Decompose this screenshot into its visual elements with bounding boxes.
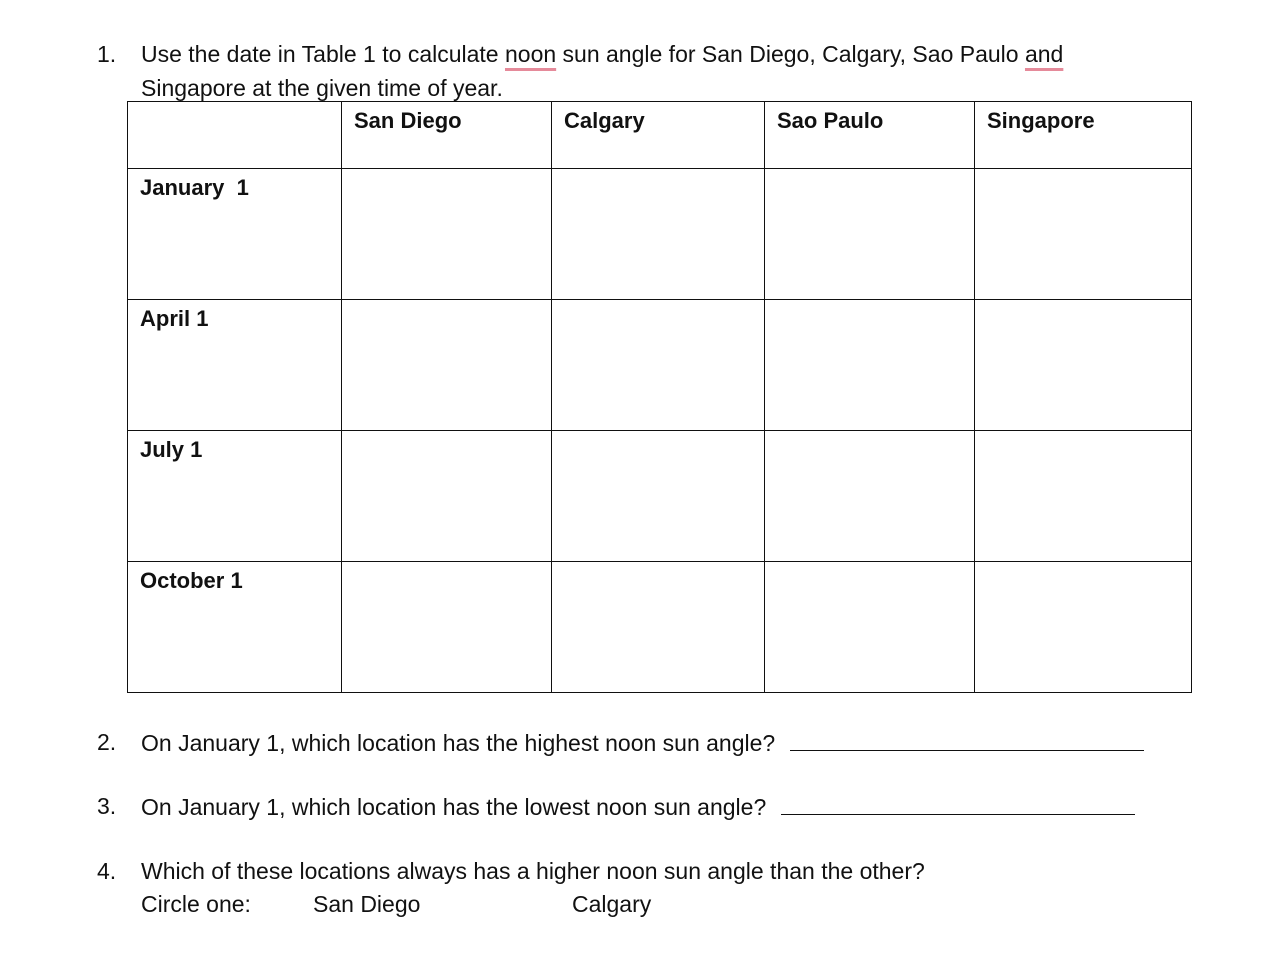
answer-blank-q2[interactable] bbox=[790, 726, 1144, 751]
circle-label: Circle one: bbox=[141, 891, 251, 917]
question-1 bbox=[97, 38, 1197, 102]
spellcheck-word-and: and bbox=[1024, 41, 1064, 67]
question-2-number: 2. bbox=[97, 729, 117, 755]
question-1-number: 1. bbox=[97, 41, 117, 67]
spellcheck-word-noon: noon bbox=[504, 41, 557, 67]
answer-cell[interactable] bbox=[552, 300, 765, 431]
row-label: October 1 bbox=[128, 562, 342, 693]
answer-cell[interactable] bbox=[765, 431, 975, 562]
answer-cell[interactable] bbox=[342, 562, 552, 693]
row-label: April 1 bbox=[128, 300, 342, 431]
row-label: July 1 bbox=[128, 431, 342, 562]
answer-cell[interactable] bbox=[342, 431, 552, 562]
answer-cell[interactable] bbox=[975, 562, 1192, 693]
table-header-calgary: Calgary bbox=[552, 102, 765, 169]
answer-cell[interactable] bbox=[552, 431, 765, 562]
table-row bbox=[128, 562, 1192, 693]
answer-cell[interactable] bbox=[552, 169, 765, 300]
answer-cell[interactable] bbox=[975, 431, 1192, 562]
answer-cell[interactable] bbox=[975, 169, 1192, 300]
question-1-line-2: Singapore at the given time of year. bbox=[141, 75, 503, 101]
answer-cell[interactable] bbox=[552, 562, 765, 693]
table-row bbox=[128, 169, 1192, 300]
question-3 bbox=[97, 790, 1197, 824]
question-4-text: Which of these locations always has a higher noon sun angle than the other? bbox=[141, 858, 925, 884]
answer-cell[interactable] bbox=[765, 562, 975, 693]
option-calgary[interactable]: Calgary bbox=[572, 891, 652, 917]
question-2 bbox=[97, 726, 1197, 760]
sun-angle-table bbox=[127, 101, 1192, 693]
row-label: January 1 bbox=[128, 169, 342, 300]
question-1-line-1: Use the date in Table 1 to calculate noon sun angle for San Diego, Calgary, Sao Paulo and bbox=[141, 41, 1064, 67]
answer-cell[interactable] bbox=[342, 300, 552, 431]
question-3-number: 3. bbox=[97, 793, 117, 819]
table-header-sao-paulo: Sao Paulo bbox=[765, 102, 975, 169]
table-row bbox=[128, 300, 1192, 431]
table-row bbox=[128, 431, 1192, 562]
table-header-row bbox=[128, 102, 1192, 169]
table-header-san-diego: San Diego bbox=[342, 102, 552, 169]
question-3-text: On January 1, which location has the lowest noon sun angle? bbox=[141, 790, 1135, 823]
answer-cell[interactable] bbox=[342, 169, 552, 300]
question-2-text: On January 1, which location has the highest noon sun angle? bbox=[141, 726, 1144, 759]
option-san-diego[interactable]: San Diego bbox=[313, 891, 421, 917]
table-header-corner bbox=[128, 102, 342, 169]
table-header-singapore: Singapore bbox=[975, 102, 1192, 169]
question-4-number: 4. bbox=[97, 858, 117, 884]
answer-cell[interactable] bbox=[975, 300, 1192, 431]
answer-blank-q3[interactable] bbox=[781, 790, 1135, 815]
answer-cell[interactable] bbox=[765, 169, 975, 300]
answer-cell[interactable] bbox=[765, 300, 975, 431]
